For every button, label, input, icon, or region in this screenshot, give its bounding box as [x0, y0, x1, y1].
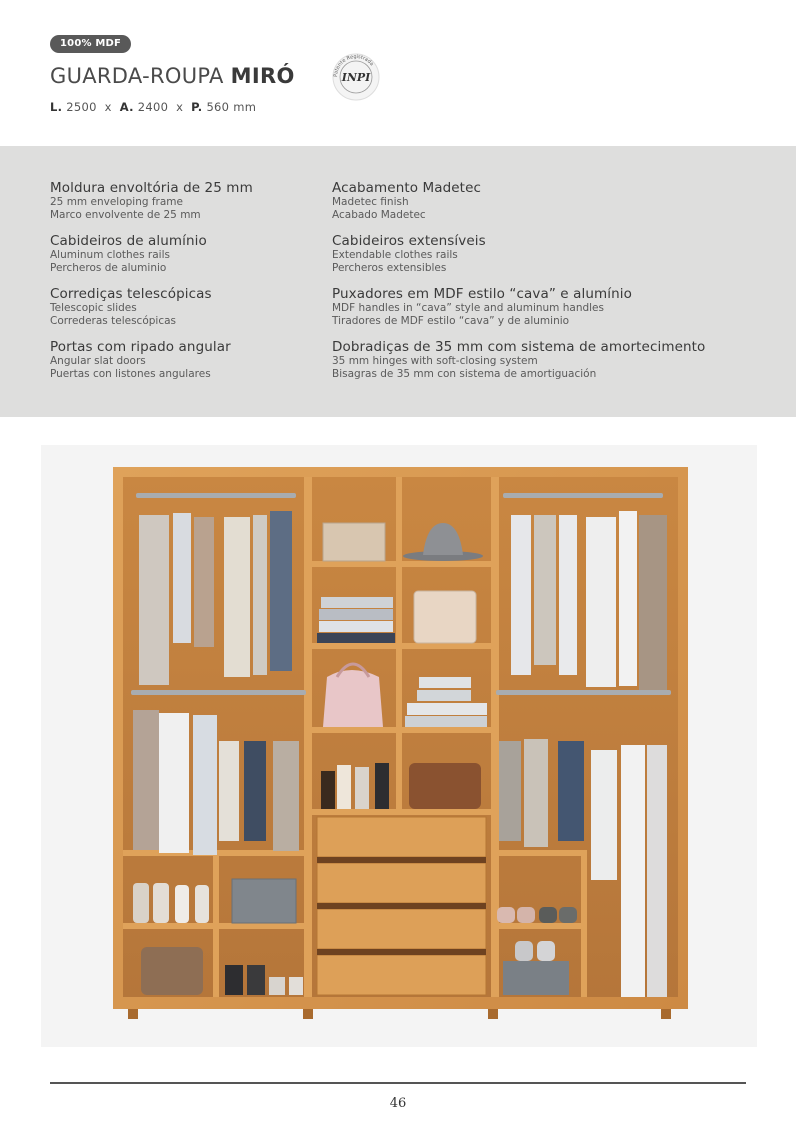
folded-clothes	[321, 597, 393, 608]
shelf	[499, 923, 587, 929]
towel	[417, 690, 471, 701]
clothes-rail	[136, 493, 296, 498]
divider	[213, 856, 219, 997]
shoe	[175, 885, 189, 923]
shelf	[499, 850, 587, 856]
drawer-handle[interactable]	[317, 949, 486, 955]
seal-text: INPI	[341, 71, 371, 84]
feature-item	[332, 286, 772, 328]
dim-l-label: L.	[50, 100, 63, 114]
bottle	[375, 763, 389, 809]
shoe	[195, 885, 209, 923]
shelf	[312, 809, 491, 815]
folded-clothes	[317, 633, 395, 643]
foot	[303, 1009, 313, 1019]
feature-en: Extendable clothes rails	[332, 249, 458, 261]
drawer[interactable]	[317, 909, 486, 949]
clothes-rail	[496, 690, 671, 695]
handbag	[323, 670, 383, 727]
page-number: 46	[389, 1096, 407, 1111]
hanging-clothes	[511, 511, 667, 690]
shoe	[515, 941, 533, 961]
shoe	[289, 977, 303, 995]
folded-clothes	[319, 621, 393, 632]
seal-ring-text: Patente Registrada	[332, 53, 375, 78]
dim-p-label: P.	[191, 100, 203, 114]
clothes-rail	[503, 493, 663, 498]
wardrobe-illustration	[41, 445, 757, 1047]
foot	[661, 1009, 671, 1019]
feature-es: Marco envolvente de 25 mm	[50, 209, 201, 221]
leather-bag	[409, 763, 481, 809]
shoe	[269, 977, 285, 995]
feature-item	[332, 180, 772, 222]
shoe	[225, 965, 243, 995]
feature-en: Madetec finish	[332, 196, 409, 208]
feature-en: 25 mm enveloping frame	[50, 196, 183, 208]
inpi-seal-icon	[332, 53, 380, 101]
feature-en: Angular slat doors	[50, 355, 146, 367]
shoe	[517, 907, 535, 923]
feature-en: 35 mm hinges with soft-closing system	[332, 355, 538, 367]
feature-title: Acabamento Madetec	[332, 180, 482, 196]
feature-es: Correderas telescópicas	[50, 315, 176, 327]
footer-divider	[50, 1082, 746, 1084]
feature-title: Puxadores em MDF estilo “cava” e alumínio	[332, 286, 632, 302]
feature-item	[332, 233, 772, 275]
drawer-handle[interactable]	[317, 903, 486, 909]
shelf	[312, 727, 491, 733]
title-product-type: GUARDA-ROUPA	[50, 64, 224, 88]
shoe	[497, 907, 515, 923]
drawer[interactable]	[317, 955, 486, 995]
title-product-name: MIRÓ	[230, 64, 295, 88]
feature-title: Dobradiças de 35 mm com sistema de amortecimento	[332, 339, 706, 355]
folded-clothes	[319, 609, 393, 620]
wardrobe-product-photo	[41, 445, 757, 1047]
feature-title: Corrediças telescópicas	[50, 286, 212, 302]
drawer[interactable]	[317, 863, 486, 903]
shelf	[312, 561, 491, 567]
feature-en: Telescopic slides	[50, 302, 137, 314]
feature-en: MDF handles in “cava” style and aluminum handles	[332, 302, 604, 314]
clothes-rail	[131, 690, 306, 695]
mdf-badge: 100% MDF	[50, 35, 131, 53]
dim-p-value: 560 mm	[206, 100, 257, 114]
shoe	[559, 907, 577, 923]
features-panel	[0, 146, 796, 417]
feature-title: Cabideiros extensíveis	[332, 233, 486, 249]
dim-a-value: 2400	[137, 100, 169, 114]
storage-box	[232, 879, 296, 923]
feature-title: Portas com ripado angular	[50, 339, 231, 355]
drawer[interactable]	[317, 817, 486, 857]
feature-es: Puertas con listones angulares	[50, 368, 211, 380]
foot	[488, 1009, 498, 1019]
round-box	[141, 947, 203, 995]
feature-en: Aluminum clothes rails	[50, 249, 170, 261]
page-title	[50, 64, 295, 88]
shoe	[539, 907, 557, 923]
hat-box	[414, 591, 476, 643]
feature-title: Cabideiros de alumínio	[50, 233, 207, 249]
bottle	[321, 771, 335, 809]
towel	[419, 677, 471, 688]
dim-sep-1: x	[104, 100, 112, 114]
drawer-handle[interactable]	[317, 857, 486, 863]
dim-l-value: 2500	[66, 100, 97, 114]
shoe	[133, 883, 149, 923]
towel	[405, 716, 487, 727]
shoe	[247, 965, 265, 995]
feature-es: Bisagras de 35 mm con sistema de amortiguación	[332, 368, 597, 380]
shoe	[153, 883, 169, 923]
feature-es: Percheros de aluminio	[50, 262, 167, 274]
storage-box	[323, 523, 385, 561]
dim-sep-2: x	[176, 100, 184, 114]
storage-box	[503, 961, 569, 995]
feature-item	[332, 339, 772, 381]
shelf	[312, 643, 491, 649]
foot	[128, 1009, 138, 1019]
divider	[581, 856, 587, 997]
feature-es: Percheros extensibles	[332, 262, 447, 274]
feature-es: Tiradores de MDF estilo “cava” y de aluminio	[332, 315, 570, 327]
feature-es: Acabado Madetec	[332, 209, 426, 221]
divider	[304, 477, 312, 997]
dim-a-label: A.	[119, 100, 134, 114]
shoe	[537, 941, 555, 961]
bottle	[337, 765, 351, 809]
bottle	[355, 767, 369, 809]
dimensions	[50, 100, 256, 114]
towel	[407, 703, 487, 715]
feature-title: Moldura envoltória de 25 mm	[50, 180, 253, 196]
